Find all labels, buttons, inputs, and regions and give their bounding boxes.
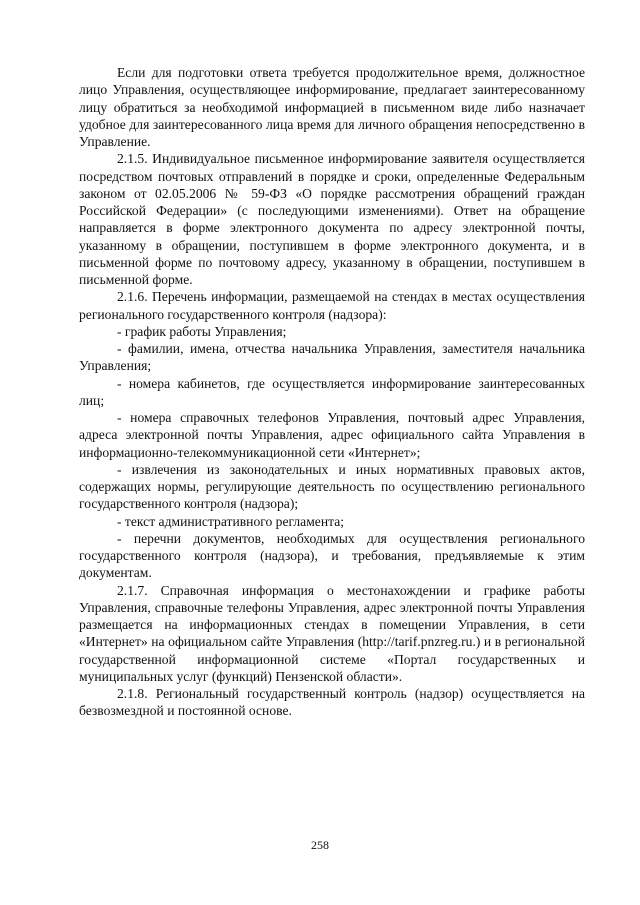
paragraph-2-1-5: 2.1.5. Индивидуальное письменное информирование заявителя осуществляется посредством почтовых отправлений в порядке и сроки, определенные Федеральным законом от 02.05.2006 № 59-ФЗ «О порядке рассмотрения обращений граждан Российской Федерации» (с последующими изменениями). Ответ на обращение направляется в форме электронного документа по адресу электронной почты, указанному в обращении, поступившем в форме электронного документа, и в письменной форме по почтовому адресу, указанному в обращении, поступившем в письменной форме. [79,151,585,287]
list-item-legal-extracts: - извлечения из законодательных и иных нормативных правовых актов, содержащих нормы, регулирующие деятельность по осуществлению регионального государственного контроля (надзора); [79,461,585,512]
paragraph-2-1-7: 2.1.7. Справочная информация о местонахождении и графике работы Управления, справочные телефоны Управления, адрес электронной почты Управления размещается на информационных стендах в помещении Управления, в сети «Интернет» на официальном сайте Управления (http://tarif.pnzreg.ru.) и в региональной государственной информационной системе «Портал государственных и муниципальных услуг (функций) Пензенской области». [79,582,585,684]
list-item-regulation-text: - текст административного регламента; [117,513,345,529]
list-item-document-lists: - перечни документов, необходимых для осуществления регионального государственного контроля (надзора), и требования, предъявляемые к этим документам. [79,530,585,581]
paragraph-2-1-6: 2.1.6. Перечень информации, размещаемой на стендах в местах осуществления регионального государственного контроля (надзора): [79,289,585,322]
paragraph-2-1-8: 2.1.8. Региональный государственный контроль (надзор) осуществляется на безвозмездной и постоянной основе. [79,686,585,719]
list-item-work-schedule: - график работы Управления; [117,323,287,339]
page-number: 258 [311,838,329,852]
list-item-office-numbers: - номера кабинетов, где осуществляется информирование заинтересованных лиц; [79,375,585,408]
list-item-contacts: - номера справочных телефонов Управления, почтовый адрес Управления, адреса электронной почты Управления, адрес официального сайта Управления в информационно-телекоммуникационной сети «Интернет»; [79,410,585,460]
list-item-names: - фамилии, имена, отчества начальника Управления, заместителя начальника Управления; [79,341,585,374]
document-body [79,64,585,720]
paragraph-response-time: Если для подготовки ответа требуется продолжительное время, должностное лицо Управления, осуществляющее информирование, предлагает заинтересованному лицу обратиться за необходимой информацией в письменном виде либо назначает удобное для заинтересованного лица время для личного обращения непосредственно в Управление. [79,65,585,149]
